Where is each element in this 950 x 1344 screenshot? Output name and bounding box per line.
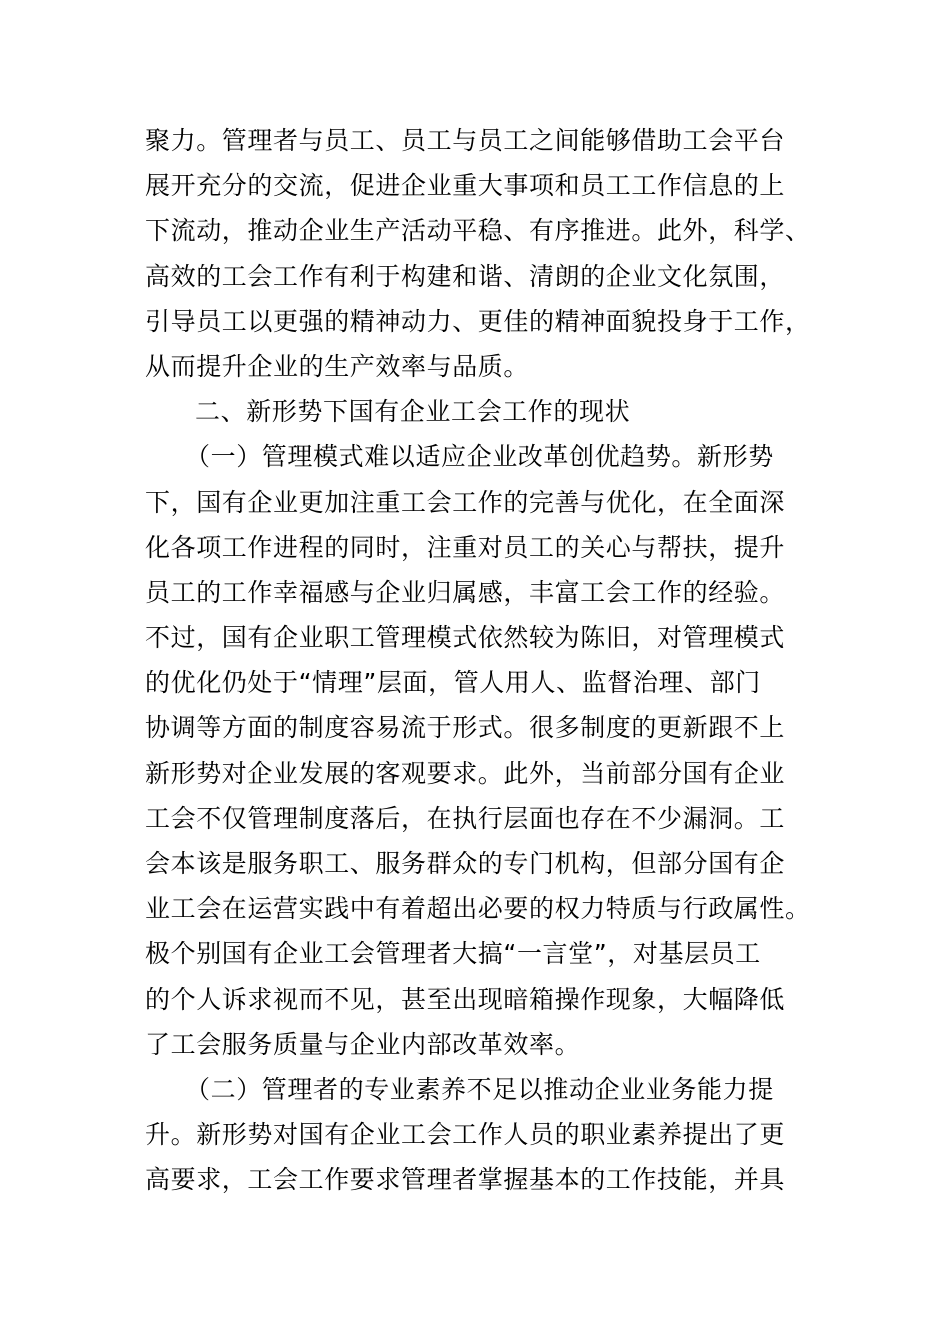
text-line: 了工会服务质量与企业内部改革效率。 <box>145 1029 581 1059</box>
text-line: 新形势对企业发展的客观要求。此外，当前部分国有企业 <box>145 758 786 788</box>
text-line: 的个人诉求视而不见，甚至出现暗箱操作现象，大幅降低 <box>145 984 786 1014</box>
subsection-heading-line: （二）管理者的专业素养不足以推动企业业务能力提 <box>185 1074 774 1104</box>
text-line: 聚力。管理者与员工、员工与员工之间能够借助工会平台 <box>145 126 786 155</box>
text-line: 下流动，推动企业生产活动平稳、有序推进。此外，科学、 <box>145 216 811 246</box>
text-line: 的优化仍处于“情理”层面，管人用人、监督治理、部门 <box>145 668 761 698</box>
text-line: 高效的工会工作有利于构建和谐、清朗的企业文化氛围， <box>145 261 786 291</box>
text-line: 化各项工作进程的同时，注重对员工的关心与帮扶，提升 <box>145 532 786 562</box>
text-line: 极个别国有企业工会管理者大搞“一言堂”，对基层员工 <box>145 939 761 969</box>
document-body <box>145 118 811 1203</box>
section-heading: 二、新形势下国有企业工会工作的现状 <box>195 397 631 427</box>
text-line: 工会不仅管理制度落后，在执行层面也存在不少漏洞。工 <box>145 803 786 833</box>
text-line: 不过，国有企业职工管理模式依然较为陈旧，对管理模式 <box>145 623 786 653</box>
text-line: 从而提升企业的生产效率与品质。 <box>145 351 530 381</box>
text-line: 业工会在运营实践中有着超出必要的权力特质与行政属性。 <box>145 894 811 924</box>
text-line: 引导员工以更强的精神动力、更佳的精神面貌投身于工作， <box>145 306 811 336</box>
text-line: 会本该是服务职工、服务群众的专门机构，但部分国有企 <box>145 849 786 878</box>
text-line: 高要求，工会工作要求管理者掌握基本的工作技能，并具 <box>145 1165 786 1195</box>
text-line: 下，国有企业更加注重工会工作的完善与优化，在全面深 <box>145 487 786 517</box>
text-line: 展开充分的交流，促进企业重大事项和员工工作信息的上 <box>145 171 786 201</box>
text-line: 升。新形势对国有企业工会工作人员的职业素养提出了更 <box>145 1120 786 1150</box>
subsection-heading-line: （一）管理模式难以适应企业改革创优趋势。新形势 <box>185 442 774 472</box>
text-line: 员工的工作幸福感与企业归属感，丰富工会工作的经验。 <box>145 577 786 607</box>
text-line: 协调等方面的制度容易流于形式。很多制度的更新跟不上 <box>145 713 786 743</box>
